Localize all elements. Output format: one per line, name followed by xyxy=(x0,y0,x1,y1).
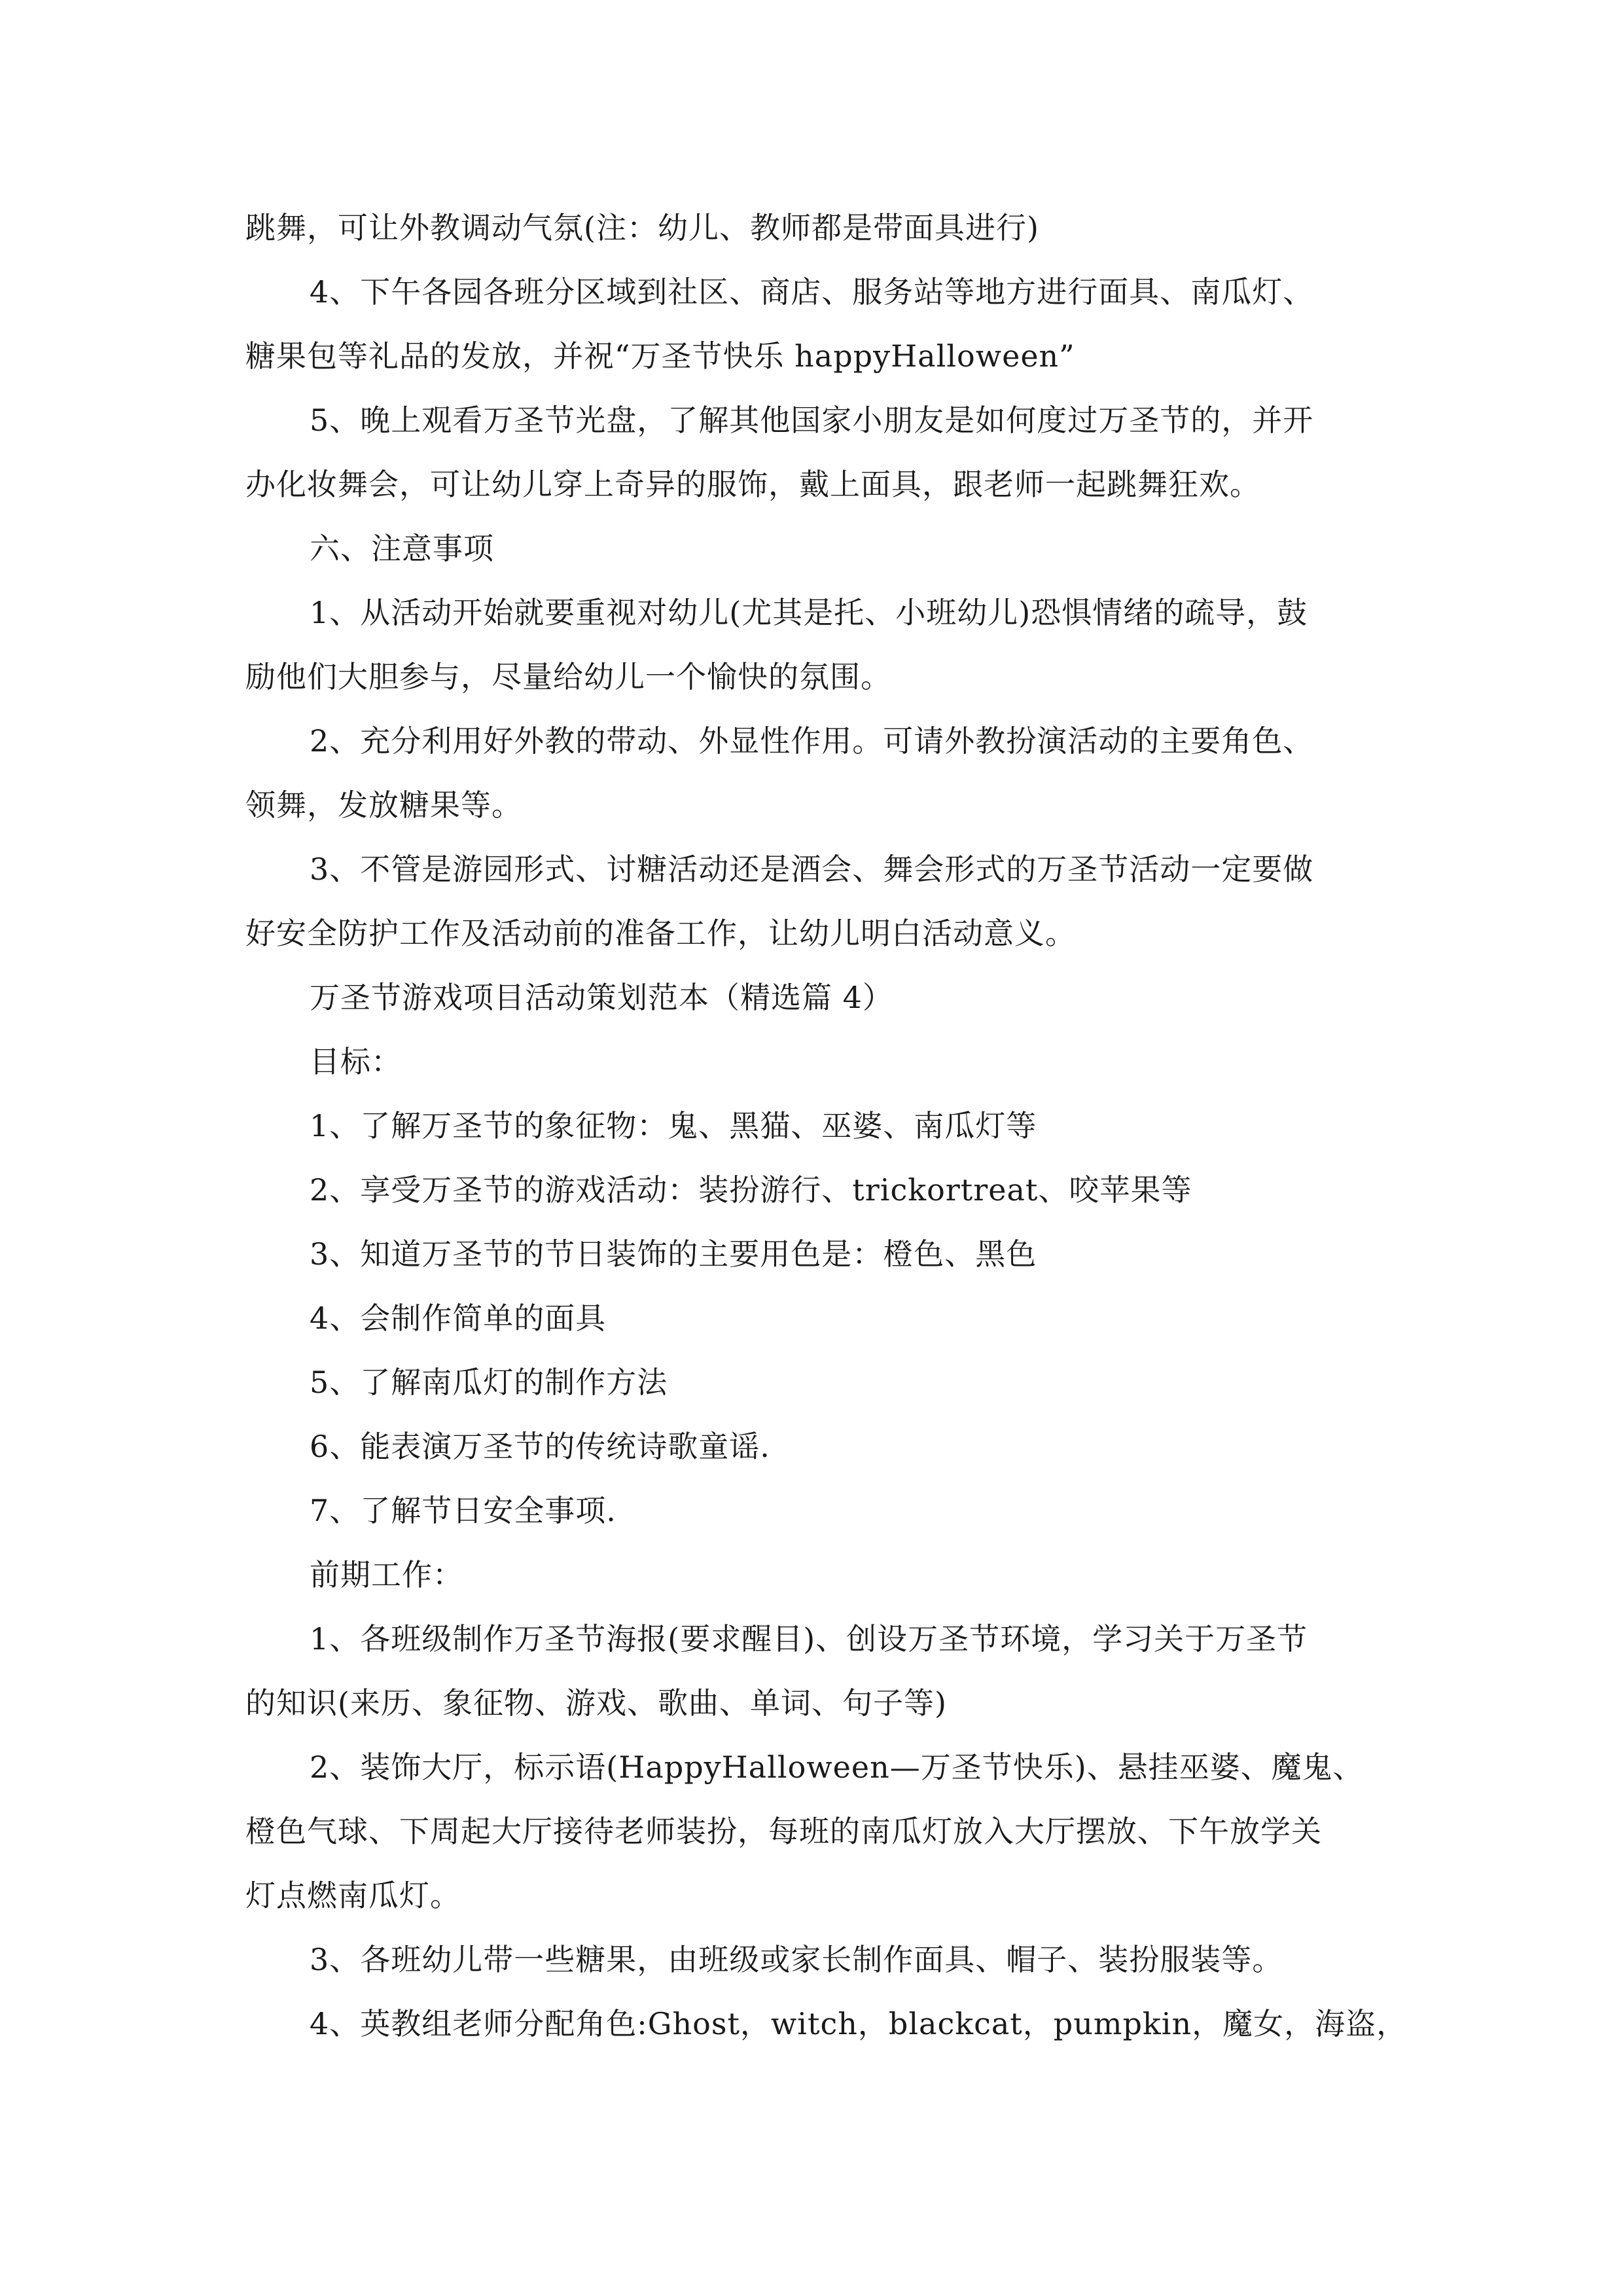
paragraph-line: 的知识(来历、象征物、游戏、歌曲、单词、句子等) xyxy=(245,1685,947,1721)
paragraph-line: 1、各班级制作万圣节海报(要求醒目)、创设万圣节环境，学习关于万圣节 xyxy=(310,1621,1308,1657)
list-item: 3、知道万圣节的节日装饰的主要用色是：橙色、黑色 xyxy=(310,1236,1037,1272)
paragraph-line: 橙色气球、下周起大厅接待老师装扮，每班的南瓜灯放入大厅摆放、下午放学关 xyxy=(245,1814,1322,1849)
paragraph-line: 2、装饰大厅，标示语(HappyHalloween—万圣节快乐)、悬挂巫婆、魔鬼、 xyxy=(310,1749,1364,1785)
list-item: 4、会制作简单的面具 xyxy=(310,1300,607,1336)
paragraph-line: 励他们大胆参与，尽量给幼儿一个愉快的氛围。 xyxy=(245,659,891,694)
list-item: 2、享受万圣节的游戏活动：装扮游行、trickortreat、咬苹果等 xyxy=(310,1172,1192,1208)
paragraph-line: 领舞，发放糖果等。 xyxy=(245,787,522,823)
paragraph-line: 5、晚上观看万圣节光盘，了解其他国家小朋友是如何度过万圣节的，并开 xyxy=(310,403,1314,438)
paragraph-line: 4、英教组老师分配角色:Ghost，witch，blackcat，pumpkin，魔女，海盗， xyxy=(310,2006,1408,2041)
list-item: 7、了解节日安全事项. xyxy=(310,1493,616,1528)
paragraph-line: 办化妆舞会，可让幼儿穿上奇异的服饰，戴上面具，跟老师一起跳舞狂欢。 xyxy=(245,467,1260,502)
article-title: 万圣节游戏项目活动策划范本（精选篇 4） xyxy=(310,980,893,1015)
section-heading: 前期工作： xyxy=(310,1557,463,1592)
paragraph-line: 灯点燃南瓜灯。 xyxy=(245,1878,461,1913)
paragraph-line: 2、充分利用好外教的带动、外显性作用。可请外教扮演活动的主要角色、 xyxy=(310,723,1314,759)
paragraph-line: 1、从活动开始就要重视对幼儿(尤其是托、小班幼儿)恐惧情绪的疏导，鼓 xyxy=(310,595,1308,630)
section-heading: 目标： xyxy=(310,1044,402,1079)
section-heading: 六、注意事项 xyxy=(310,531,494,566)
paragraph-line: 糖果包等礼品的发放，并祝“万圣节快乐 happyHalloween” xyxy=(245,338,1075,374)
paragraph-line: 好安全防护工作及活动前的准备工作，让幼儿明白活动意义。 xyxy=(245,916,1076,951)
list-item: 5、了解南瓜灯的制作方法 xyxy=(310,1365,668,1400)
paragraph-line: 3、不管是游园形式、讨糖活动还是酒会、舞会形式的万圣节活动一定要做 xyxy=(310,852,1314,887)
paragraph-line: 跳舞，可让外教调动气氛(注：幼儿、教师都是带面具进行) xyxy=(245,210,1039,245)
list-item: 6、能表演万圣节的传统诗歌童谣. xyxy=(310,1429,770,1464)
list-item: 1、了解万圣节的象征物：鬼、黑猫、巫婆、南瓜灯等 xyxy=(310,1108,1037,1143)
paragraph-line: 4、下午各园各班分区域到社区、商店、服务站等地方进行面具、南瓜灯、 xyxy=(310,274,1314,310)
paragraph-line: 3、各班幼儿带一些糖果，由班级或家长制作面具、帽子、装扮服装等。 xyxy=(310,1942,1283,1977)
